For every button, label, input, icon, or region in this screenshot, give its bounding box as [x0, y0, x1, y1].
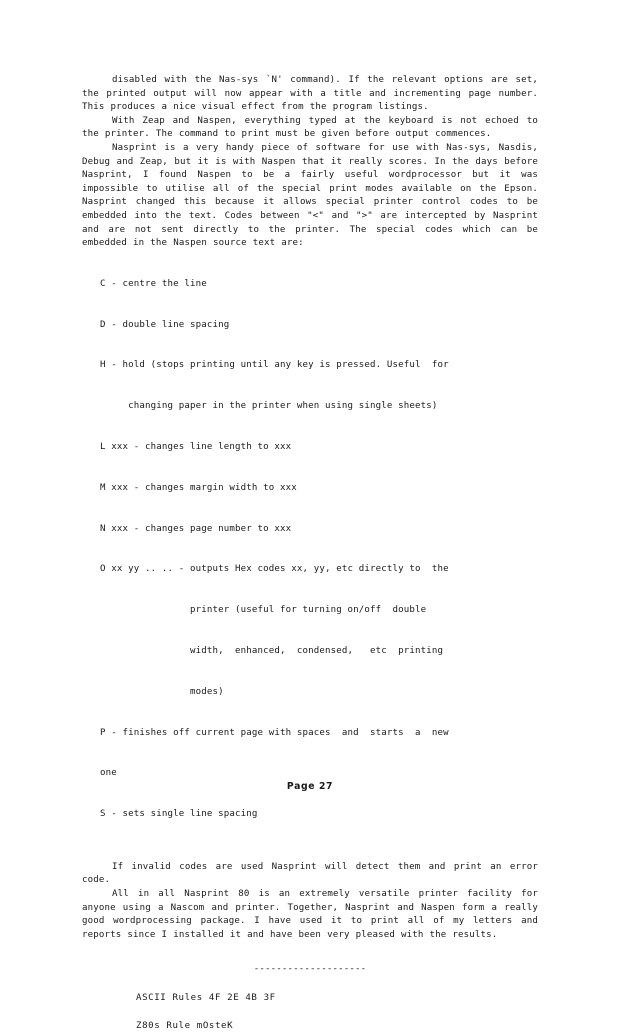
paragraph-1: disabled with the Nas-sys `N' command). If the relevant options are set, the printed output will now appear with a title and incrementing page number. This produces a nice visual effect from the program listings.: [82, 75, 538, 113]
code-item: O xx yy .. .. - outputs Hex codes xx, yy, etc directly to the: [100, 564, 449, 575]
code-item: P - finishes off current page with spaces and starts a new: [100, 727, 449, 738]
code-item: changing paper in the printer when using single sheets): [100, 401, 438, 412]
signature-line-1: ASCII Rules 4F 2E 4B 3F: [136, 993, 276, 1004]
code-item: M xxx - changes margin width to xxx: [100, 482, 297, 493]
page-content: [82, 74, 538, 1034]
code-item: H - hold (stops printing until any key is pressed. Useful for: [100, 360, 449, 371]
paragraph-5: All in all Nasprint 80 is an extremely versatile printer facility for anyone using a Nascom and printer. Together, Nasprint and Naspen form a really good wordprocessing package. I have used it to print all of my letters and reports since I installed it and have been very pleased with the results.: [82, 889, 538, 940]
paragraph-3: Nasprint is a very handy piece of software for use with Nas-sys, Nasdis, Debug and Zeap, but it is with Naspen that it really scores. In the days before Nasprint, I found Naspen to be a fairly useful wordprocessor but it was impossible to utilise all of the special print modes available on the Epson. Nasprint changed this because it allows special printer control codes to be embedded into the text. Codes between "<" and ">" are intercepted by Nasprint and are not sent directly to the printer. The special codes which can be embedded in the Naspen source text are:: [82, 142, 538, 249]
code-item: N xxx - changes page number to xxx: [100, 523, 292, 534]
code-item: width, enhanced, condensed, etc printing: [100, 645, 444, 656]
page-number-footer: Page 27: [286, 781, 334, 792]
control-code-list: [82, 251, 538, 849]
code-item: S - sets single line spacing: [100, 809, 258, 820]
code-item: C - centre the line: [100, 278, 207, 289]
signature-line-2: Z80s Rule mOsteK: [136, 1021, 234, 1031]
code-item: L xxx - changes line length to xxx: [100, 442, 292, 453]
code-item: modes): [100, 686, 224, 697]
section-separator: --------------------: [253, 964, 367, 975]
paragraph-4: If invalid codes are used Nasprint will detect them and print an error code.: [82, 861, 538, 886]
code-item: printer (useful for turning on/off double: [100, 605, 427, 616]
code-item: one: [100, 768, 117, 779]
paragraph-2: With Zeap and Naspen, everything typed at the keyboard is not echoed to the printer. The command to print must be given before output commences.: [82, 115, 538, 140]
signature-block: [82, 992, 538, 1033]
code-item: D - double line spacing: [100, 319, 230, 330]
